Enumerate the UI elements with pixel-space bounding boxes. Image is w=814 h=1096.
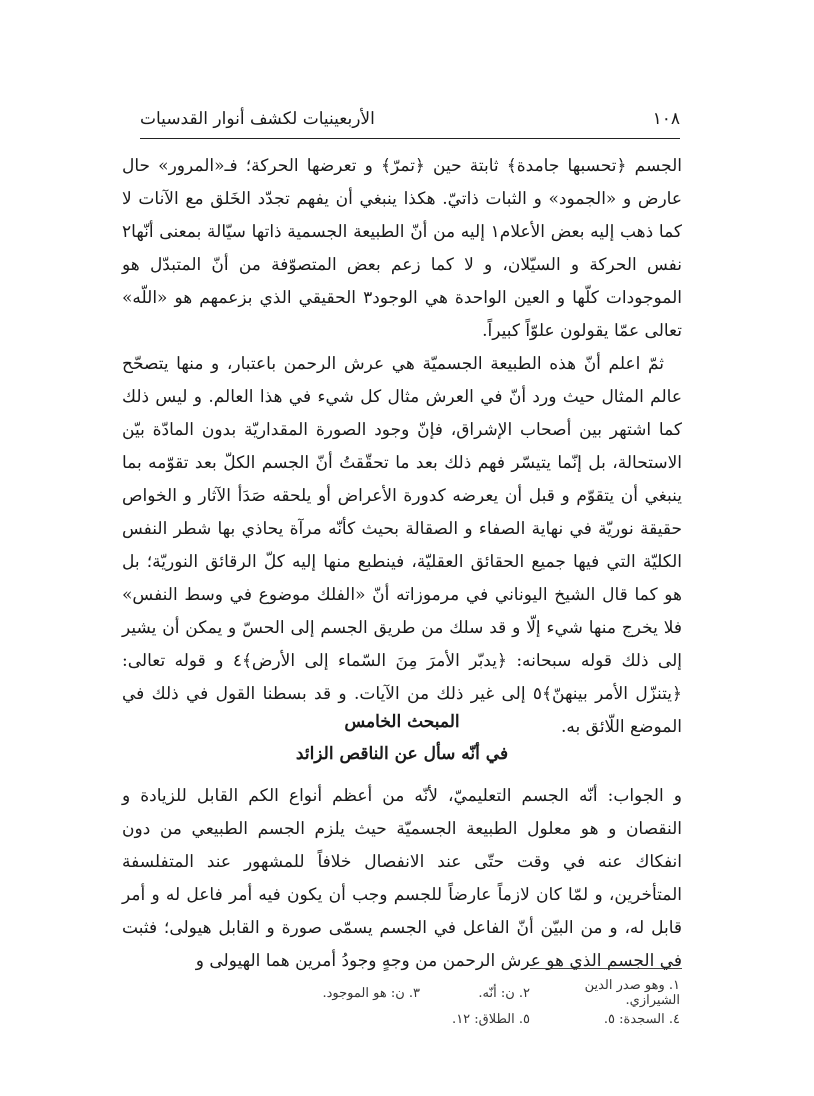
section-subheading: في أنّه سأل عن الناقص الزائد bbox=[295, 744, 509, 764]
footnote-4: ٤. السجدة: ٥. bbox=[603, 1011, 680, 1027]
main-text-top bbox=[122, 150, 682, 744]
footnote-2: ٢. ن: أنّه. bbox=[478, 985, 530, 1001]
footnote-row bbox=[140, 1006, 680, 1032]
paragraph: و الجواب: أنّه الجسم التعليميّ، لأنّه من أعظم أنواع الكم القابل للزيادة و النقصان و هو معلول الطبيعة الجسميّة حيث يلزم الجسم الطبيعي من دون انفكاك عنه في وقت حتّى عند الانفصال خلافاً للمشهور عند المتفلسفة المتأخرين، و لمّا كان لازماً عارضاً للجسم وجب أن يكون فيه أمر فاعل له و أمر قابل له، و من البيّن أنّ الفاعل في الجسم يسمّى صورة و القابل هيولى؛ فثبت في الجسم الذي هو عرش الرحمن من وجهٍ وجودُ أمرين هما الهيولى و bbox=[122, 786, 682, 971]
running-title: الأربعينيات لكشف أنوار القدسيات bbox=[140, 109, 375, 129]
footnote-3: ٣. ن: هو الموجود. bbox=[322, 985, 420, 1001]
paragraph: الجسم ﴿تحسبها جامدة﴾ ثابتة حين ﴿تمرّ﴾ و تعرضها الحركة؛ فـ«المرور» حال عارض و «الجمود» و الثبات ذاتيّ. هكذا ينبغي أن يفهم تجدّد الخَلق مع الآنات لا كما ذهب إليه بعض الأعلام١ إليه من أنّ الطبيعة الجسمية ذاتها سيّالة بمعنى أنّها٢ نفس الحركة و السيّلان، و لا كما زعم بعض المتصوّفة من أنّ المتبدّل هو الموجودات كلّها و العين الواحدة هي الوجود٣ الحقيقي الذي بزعمهم هو «اللّه» تعالى عمّا يقولون علوّاً كبيراً. bbox=[122, 156, 683, 341]
paragraph: ثمّ اعلم أنّ هذه الطبيعة الجسميّة هي عرش الرحمن باعتبار، و منها يتصحّح عالم المثال حيث ورد أنّ في العرش مثال كل شيء في هذا العالم. و ليس ذلك كما اشتهر بين أصحاب الإشراق، فإنّ وجود الصورة المقداريّة بدون المادّة بيّن الاستحالة، بل إنّما يتيسّر فهم ذلك بعد ما تحقّقتُ أنّ الجسم الكلّ بعد تقوّمه بما ينبغي أن يتقوّم و قبل أن يعرضه كدورة الأعراض أو يلحقه صَدَأ الآثار و الخواص حقيقة نوريّة في نهاية الصفاء و الصقالة بحيث كأنّه مرآة يحاذي بها شطر النفس الكليّة التي فيها جميع الحقائق العقليّة، فينطبع منها إليه كلّ الرقائق النوريّة؛ بل هو كما قال الشيخ اليوناني في مرموزاته أنّ «الفلك موضوع في وسط النفس» فلا يخرج منها شيء إلّا و قد سلك من طريق الجسم إلى الحسّ و يمكن أن يشير إلى ذلك قوله سبحانه: ﴿يدبّر الأمرَ مِنَ السّماء إلى الأرض﴾٤ و قوله تعالى: ﴿يتنزّل الأمر بينهنّ﴾٥ إلى غير ذلك من الآيات. و قد بسطنا القول في ذلك في الموضع اللّائق به. bbox=[122, 354, 683, 737]
footnotes bbox=[140, 980, 680, 1032]
header-divider bbox=[140, 138, 680, 139]
footnote-row bbox=[140, 980, 680, 1006]
footnote-divider bbox=[530, 968, 682, 969]
main-text-bottom bbox=[122, 780, 682, 978]
page-number: ١٠٨ bbox=[652, 109, 680, 129]
section-heading: المبحث الخامس bbox=[344, 712, 460, 732]
footnote-5: ٥. الطلاق: ١٢. bbox=[452, 1011, 530, 1027]
page-header bbox=[140, 104, 680, 134]
footnote-1: ١. وهو صدر الدين الشيرازي. bbox=[584, 978, 680, 1008]
